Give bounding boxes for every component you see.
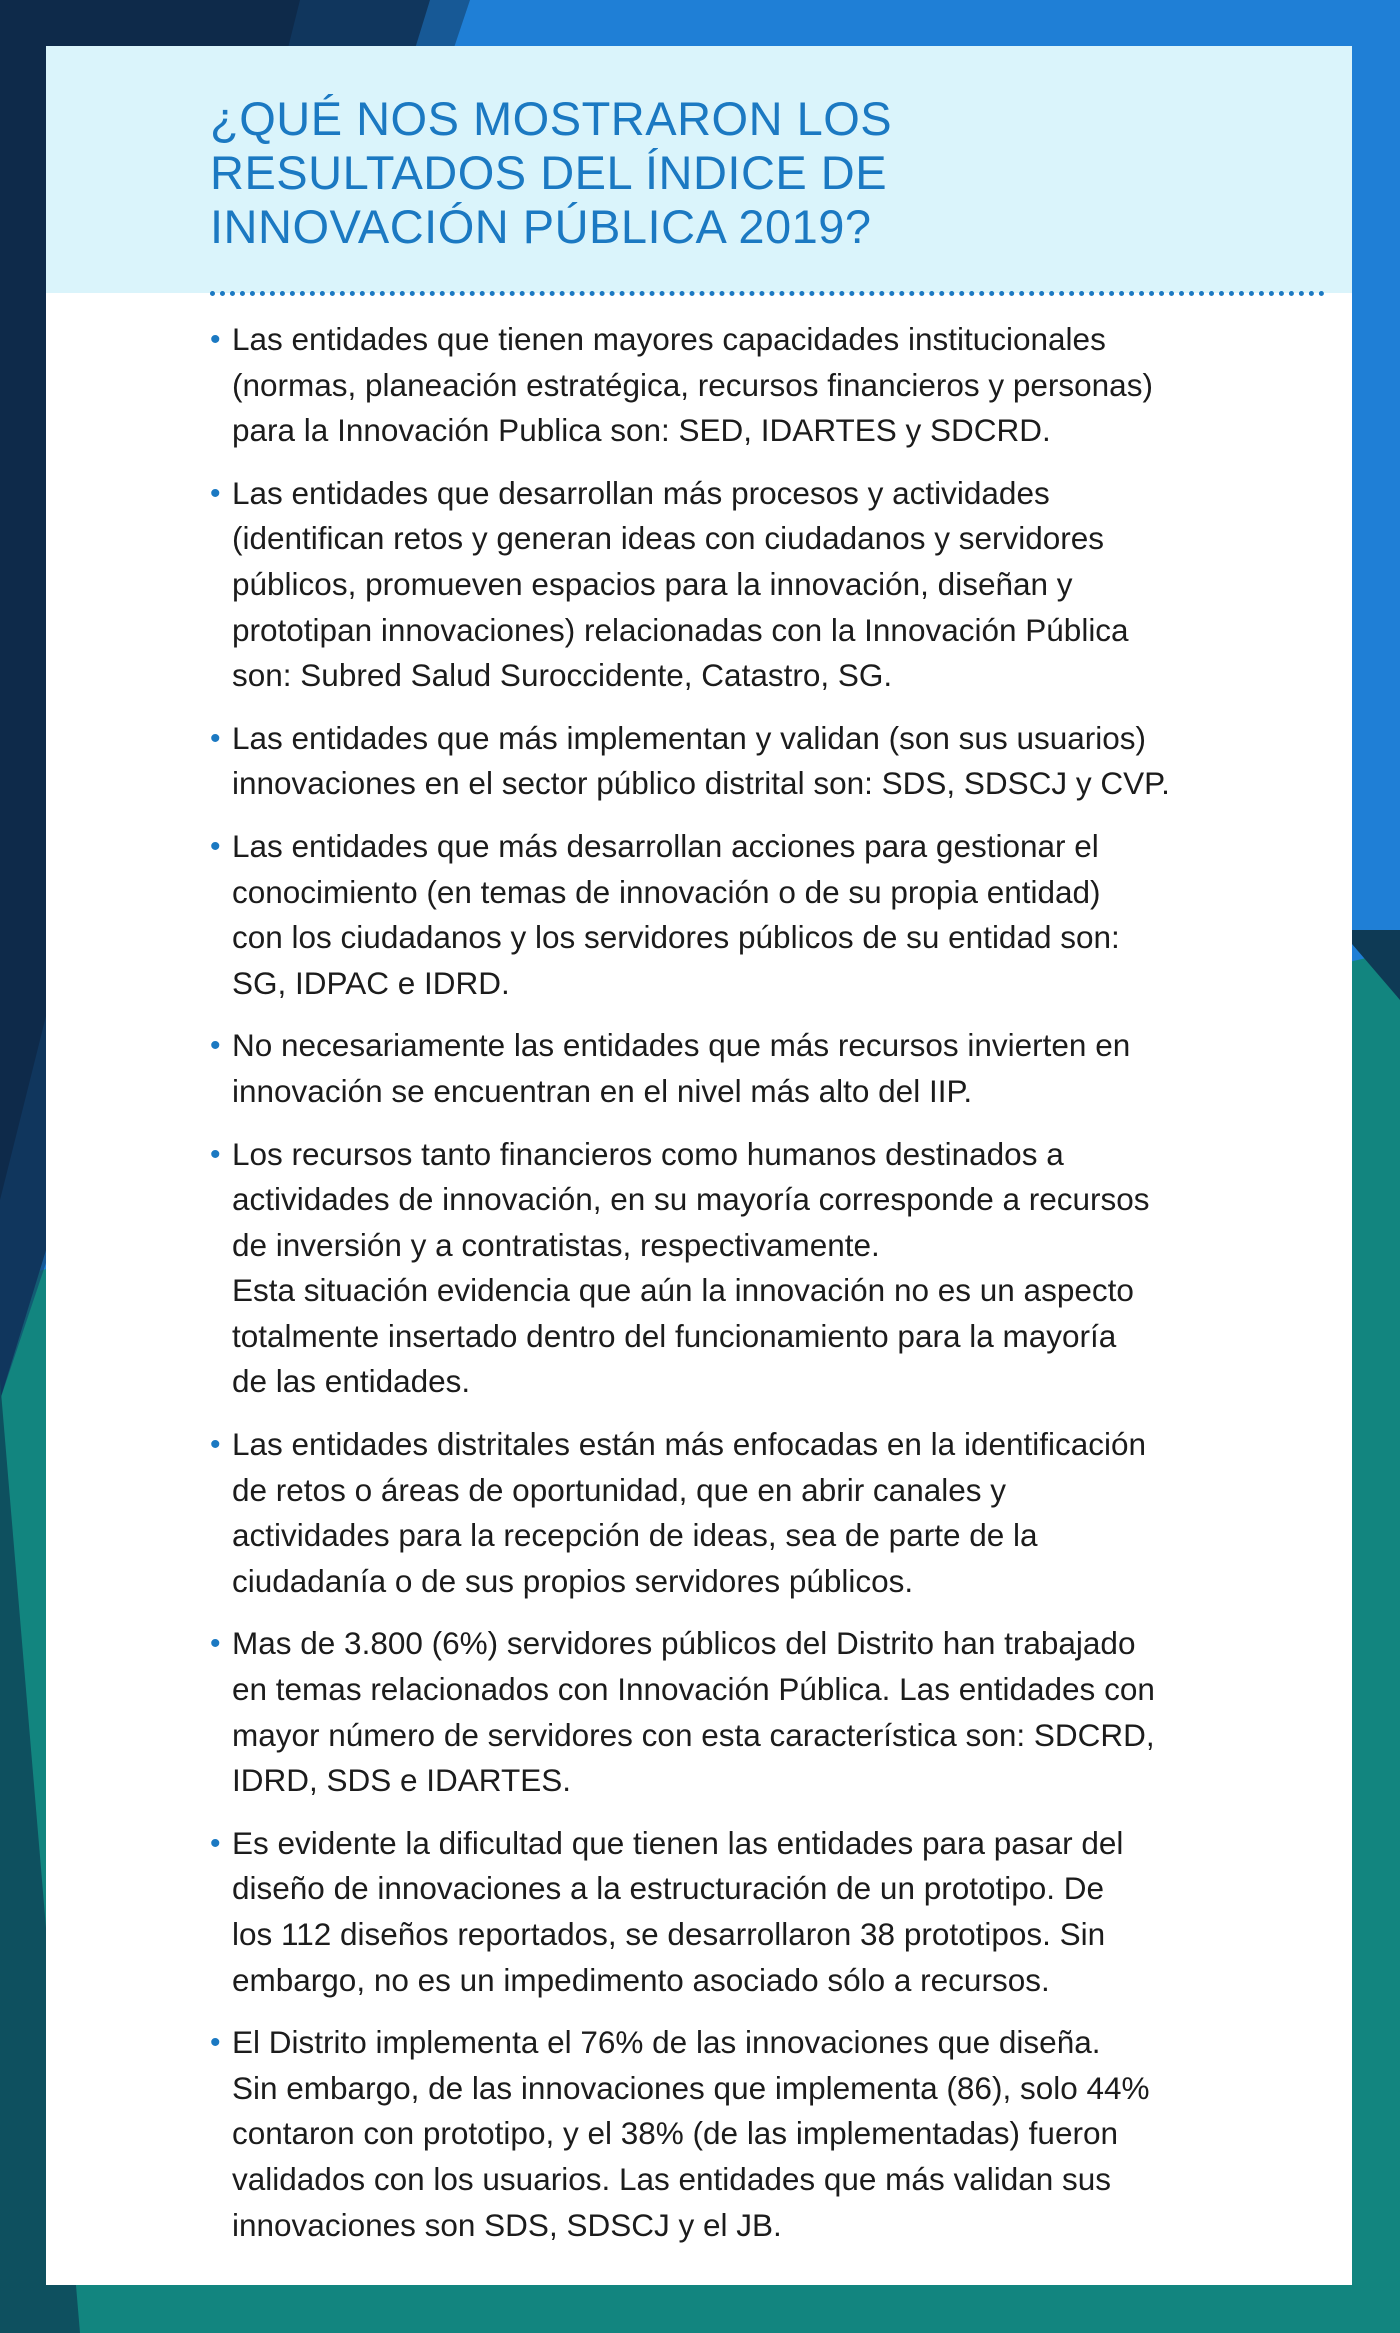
page-title	[210, 92, 1210, 254]
bullet-line: (normas, planeación estratégica, recursos financieros y personas)	[232, 366, 1153, 403]
bullet-line: contaron con prototipo, y el 38% (de las implementadas) fueron	[232, 2115, 1118, 2152]
bullet-line: innovaciones en el sector público distrital son: SDS, SDSCJ y CVP.	[232, 765, 1170, 802]
content-card	[46, 46, 1352, 2285]
findings-list	[210, 317, 1330, 2265]
bullet-line: totalmente insertado dentro del funcionamiento para la mayoría	[232, 1317, 1117, 1354]
bullet-line: Es evidente la dificultad que tienen las entidades para pasar del	[232, 1824, 1124, 1861]
bullet-line: diseño de innovaciones a la estructuración de un prototipo. De	[232, 1870, 1105, 1907]
bullet-line: públicos, promueven espacios para la innovación, diseñan y	[232, 565, 1073, 602]
bullet-line: mayor número de servidores con esta característica son: SDCRD,	[232, 1716, 1155, 1753]
bullet-line: El Distrito implementa el 76% de las innovaciones que diseña.	[232, 2024, 1101, 2061]
bullet-marker: •	[210, 2026, 221, 2060]
bullet-marker: •	[210, 1826, 221, 1860]
bullet-marker: •	[210, 476, 221, 510]
bullet-marker: •	[210, 323, 221, 356]
bullet-line: prototipan innovaciones) relacionadas con la Innovación Pública	[232, 611, 1129, 648]
bullet-line: actividades para la recepción de ideas, sea de parte de la	[232, 1517, 1038, 1554]
bullet-line: de inversión y a contratistas, respectivamente.	[232, 1226, 880, 1263]
card-header	[46, 46, 1352, 293]
list-item	[210, 1422, 1330, 1604]
title-line: RESULTADOS DEL ÍNDICE DE	[210, 146, 888, 199]
list-item	[210, 317, 1330, 454]
list-item	[210, 1132, 1330, 1406]
bullet-line: Esta situación evidencia que aún la innovación no es un aspecto	[232, 1272, 1134, 1309]
bullet-marker: •	[210, 1137, 221, 1171]
bullet-line: Las entidades que más implementan y validan (son sus usuarios)	[232, 719, 1146, 756]
bullet-line: IDRD, SDS e IDARTES.	[232, 1762, 571, 1799]
list-item	[210, 1821, 1330, 2003]
list-item	[210, 2020, 1330, 2248]
title-line: ¿QUÉ NOS MOSTRARON LOS	[210, 92, 893, 145]
bullet-line: los 112 diseños reportados, se desarrollaron 38 prototipos. Sin	[232, 1916, 1106, 1952]
bullet-line: de retos o áreas de oportunidad, que en abrir canales y	[232, 1471, 1007, 1508]
bullet-line: son: Subred Salud Suroccidente, Catastro, SG.	[232, 657, 893, 694]
bullet-marker: •	[210, 721, 221, 755]
bullet-line: innovaciones son SDS, SDSCJ y el JB.	[232, 2206, 782, 2243]
bullet-line: No necesariamente las entidades que más recursos invierten en	[232, 1027, 1131, 1064]
bullet-line: Los recursos tanto financieros como humanos destinados a	[232, 1135, 1064, 1172]
bullet-marker: •	[210, 1029, 221, 1063]
list-item	[210, 1621, 1330, 1803]
bullet-line: Las entidades distritales están más enfocadas en la identificación	[232, 1426, 1147, 1463]
dotted-divider	[210, 291, 1325, 296]
list-item	[210, 1023, 1330, 1114]
bullet-line: Las entidades que tienen mayores capacidades institucionales	[232, 321, 1106, 357]
bullet-line: ciudadanía o de sus propios servidores públicos.	[232, 1562, 914, 1599]
bullet-line: conocimiento (en temas de innovación o de su propia entidad)	[232, 873, 1101, 910]
list-item	[210, 716, 1330, 807]
bullet-line: validados con los usuarios. Las entidades que más validan sus	[232, 2160, 1112, 2197]
bullet-line: Las entidades que más desarrollan acciones para gestionar el	[232, 827, 1099, 864]
bullet-line: para la Innovación Publica son: SED, IDARTES y SDCRD.	[232, 412, 1051, 449]
bullet-marker: •	[210, 1428, 221, 1462]
bullet-line: actividades de innovación, en su mayoría corresponde a recursos	[232, 1181, 1150, 1218]
bullet-line: Sin embargo, de las innovaciones que implementa (86), solo 44%	[232, 2069, 1150, 2106]
bullet-line: innovación se encuentran en el nivel más alto del IIP.	[232, 1072, 973, 1109]
list-item	[210, 471, 1330, 699]
bullet-line: de las entidades.	[232, 1363, 471, 1400]
list-item	[210, 824, 1330, 1006]
bullet-marker: •	[210, 1627, 221, 1661]
title-line: INNOVACIÓN PÚBLICA 2019?	[210, 200, 872, 253]
bullet-line: embargo, no es un impedimento asociado sólo a recursos.	[232, 1961, 1050, 1998]
bullet-marker: •	[210, 829, 221, 863]
bullet-line: Las entidades que desarrollan más procesos y actividades	[232, 474, 1050, 511]
bullet-line: SG, IDPAC e IDRD.	[232, 964, 510, 1001]
bullet-line: (identifican retos y generan ideas con ciudadanos y servidores	[232, 520, 1105, 557]
bullet-line: Mas de 3.800 (6%) servidores públicos del Distrito han trabajado	[232, 1625, 1136, 1662]
bullet-line: con los ciudadanos y los servidores públicos de su entidad son:	[232, 919, 1120, 956]
bullet-line: en temas relacionados con Innovación Pública. Las entidades con	[232, 1671, 1155, 1708]
